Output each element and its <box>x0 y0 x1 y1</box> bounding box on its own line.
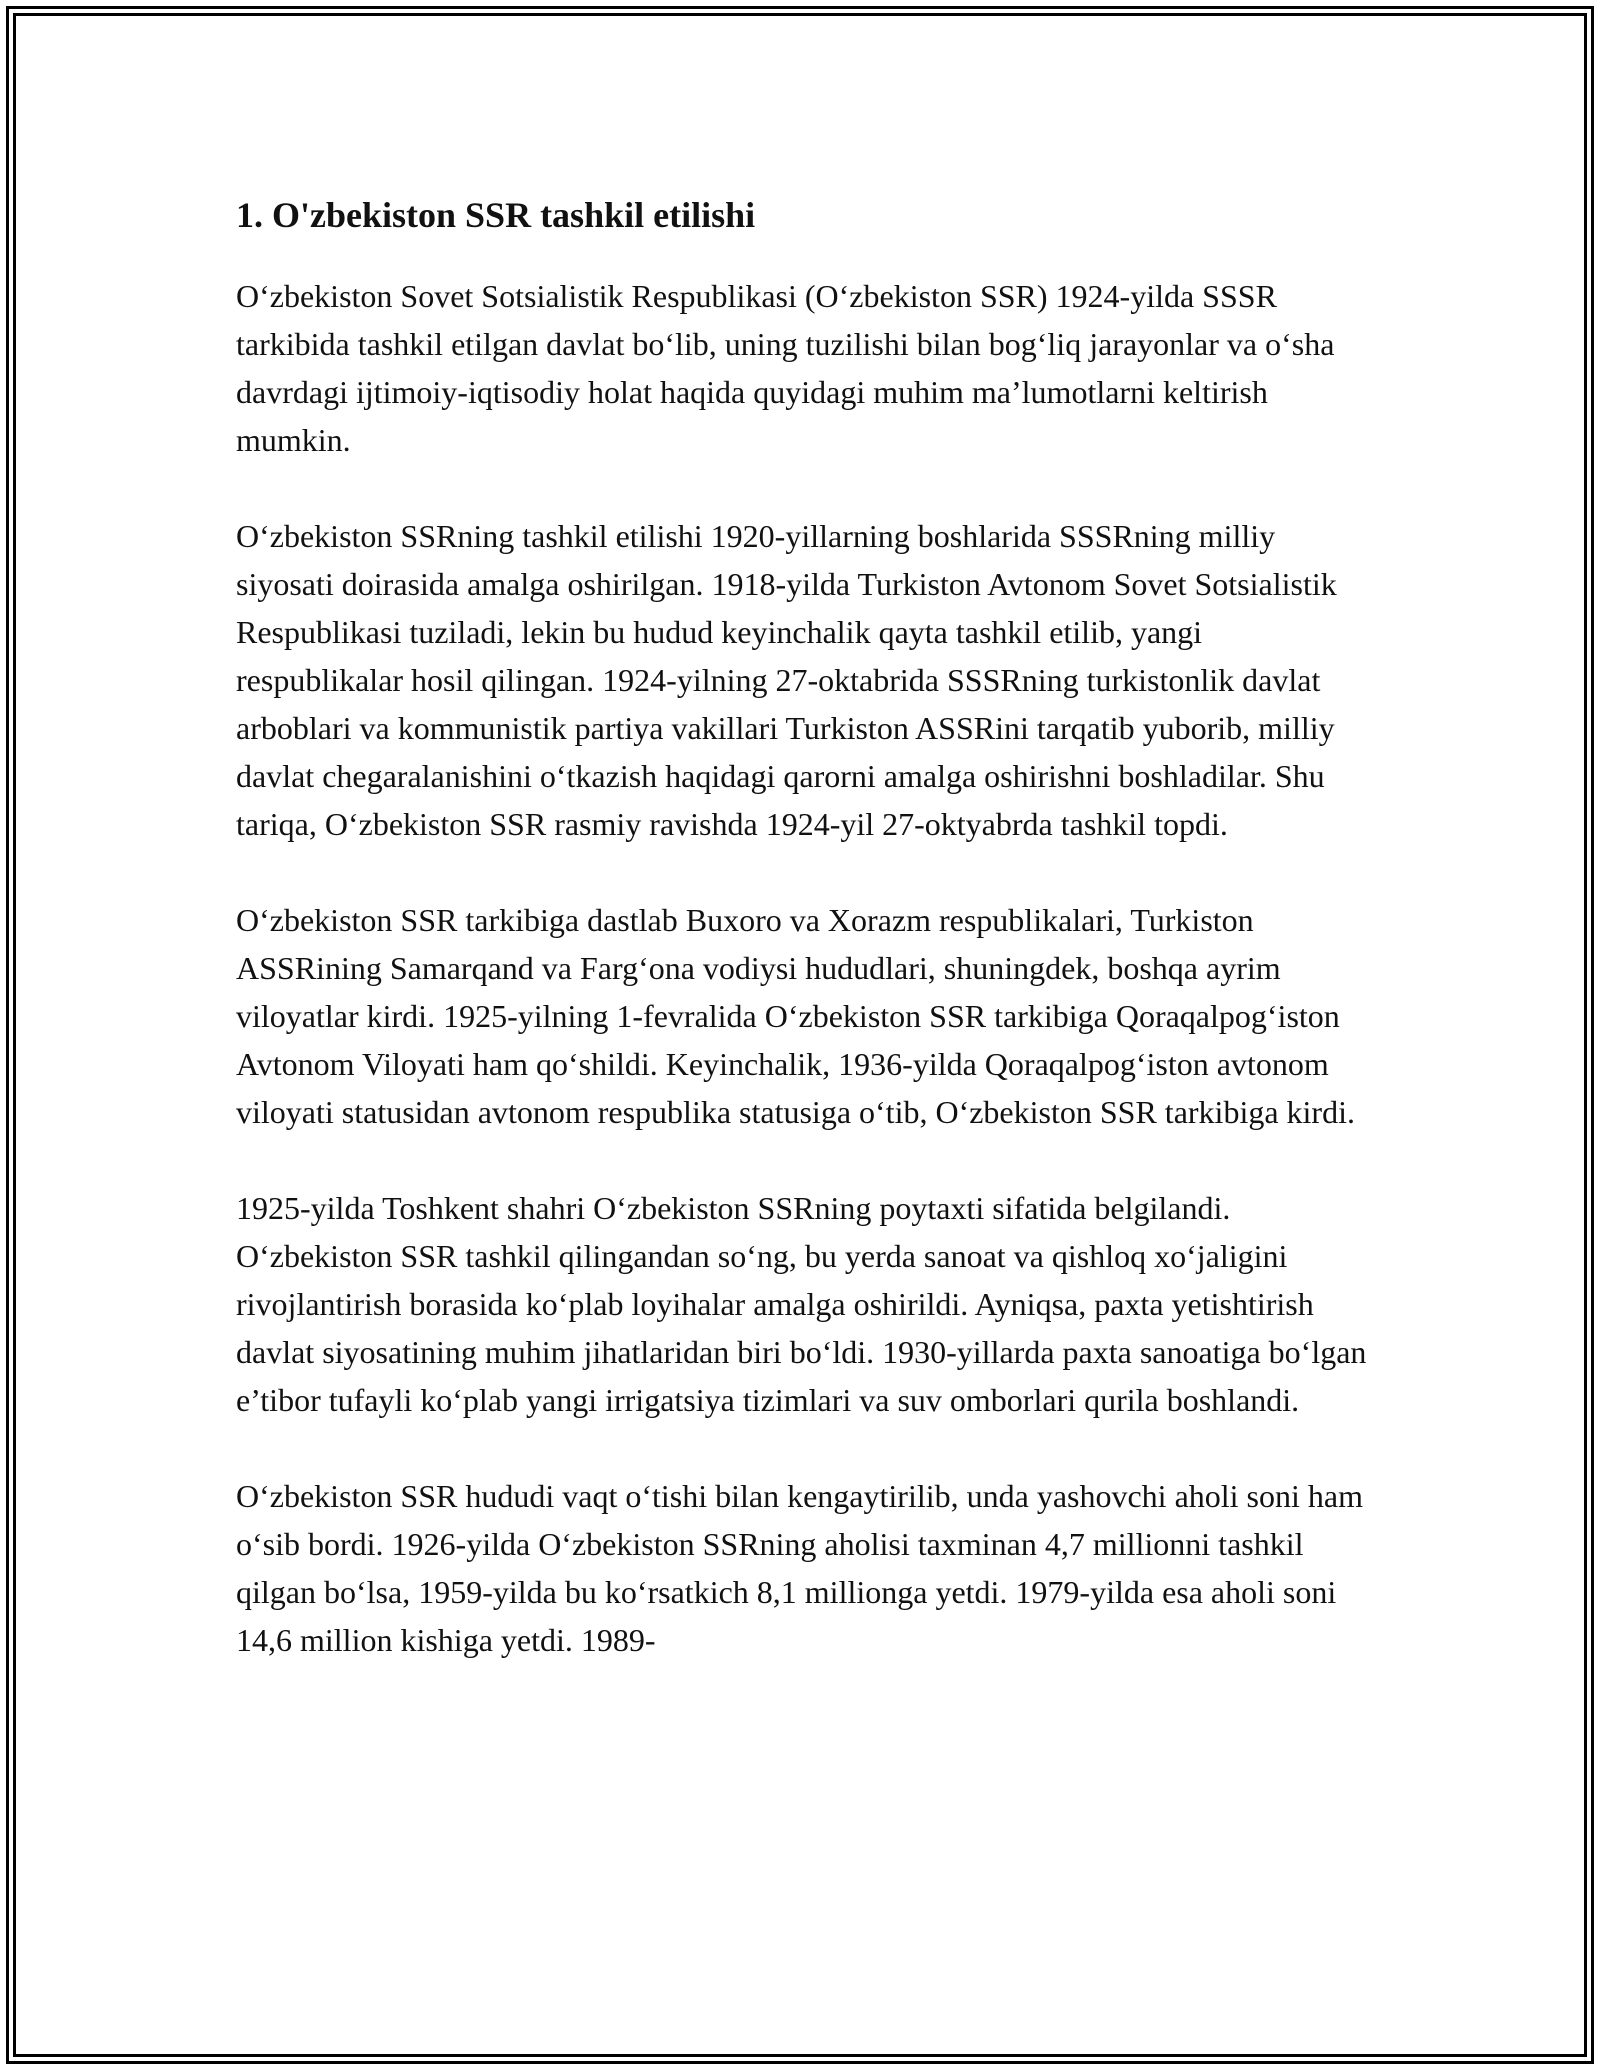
document-body <box>236 180 1376 1712</box>
section-heading: 1. O'zbekiston SSR tashkil etilishi <box>236 195 756 235</box>
paragraph-formation: O‘zbekiston SSRning tashkil etilishi 1920-yillarning boshlarida SSSRning milliy siyosati doirasida amalga oshirilgan. 1918-yilda Turkiston Avtonom Sovet Sotsialistik Respublikasi tuziladi, lekin bu hudud keyinchalik qayta tashkil etilib, yangi respublikalar hosil qilingan. 1924-yilning 27-oktabrida SSSRning turkistonlik davlat arboblari va kommunistik partiya vakillari Turkiston ASSRini tarqatib yuborib, milliy davlat chegaralanishini o‘tkazish haqidagi qarorni amalga oshirishni boshladilar. Shu tariqa, O‘zbekiston SSR rasmiy ravishda 1924-yil 27-oktyabrda tashkil topdi. <box>236 518 1337 842</box>
paragraph-capital: 1925-yilda Toshkent shahri O‘zbekiston SSRning poytaxti sifatida belgilandi. O‘zbekiston SSR tashkil qilingandan so‘ng, bu yerda sanoat va qishloq xo‘jaligini rivojlantirish borasida ko‘plab loyihalar amalga oshirildi. Ayniqsa, paxta yetishtirish davlat siyosatining muhim jihatlaridan biri bo‘ldi. 1930-yillarda paxta sanoatiga bo‘lgan e’tibor tufayli ko‘plab yangi irrigatsiya tizimlari va suv omborlari qurila boshlandi. <box>236 1190 1367 1418</box>
paragraph-population: O‘zbekiston SSR hududi vaqt o‘tishi bilan kengaytirilib, unda yashovchi aholi soni ham o‘sib bordi. 1926-yilda O‘zbekiston SSRning aholisi taxminan 4,7 millionni tashkil qilgan bo‘lsa, 1959-yilda bu ko‘rsatkich 8,1 millionga yetdi. 1979-yilda esa aholi soni 14,6 million kishiga yetdi. 1989- <box>236 1478 1363 1658</box>
paragraph-composition: O‘zbekiston SSR tarkibiga dastlab Buxoro va Xorazm respublikalari, Turkiston ASSRining Samarqand va Farg‘ona vodiysi hududlari, shuningdek, boshqa ayrim viloyatlar kirdi. 1925-yilning 1-fevralida O‘zbekiston SSR tarkibiga Qoraqalpog‘iston Avtonom Viloyati ham qo‘shildi. Keyinchalik, 1936-yilda Qoraqalpog‘iston avtonom viloyati statusidan avtonom respublika statusiga o‘tib, O‘zbekiston SSR tarkibiga kirdi. <box>236 902 1355 1130</box>
paragraph-intro: O‘zbekiston Sovet Sotsialistik Respublikasi (O‘zbekiston SSR) 1924-yilda SSSR tarkibida tashkil etilgan davlat bo‘lib, uning tuzilishi bilan bog‘liq jarayonlar va o‘sha davrdagi ijtimoiy-iqtisodiy holat haqida quyidagi muhim ma’lumotlarni keltirish mumkin. <box>236 278 1335 458</box>
